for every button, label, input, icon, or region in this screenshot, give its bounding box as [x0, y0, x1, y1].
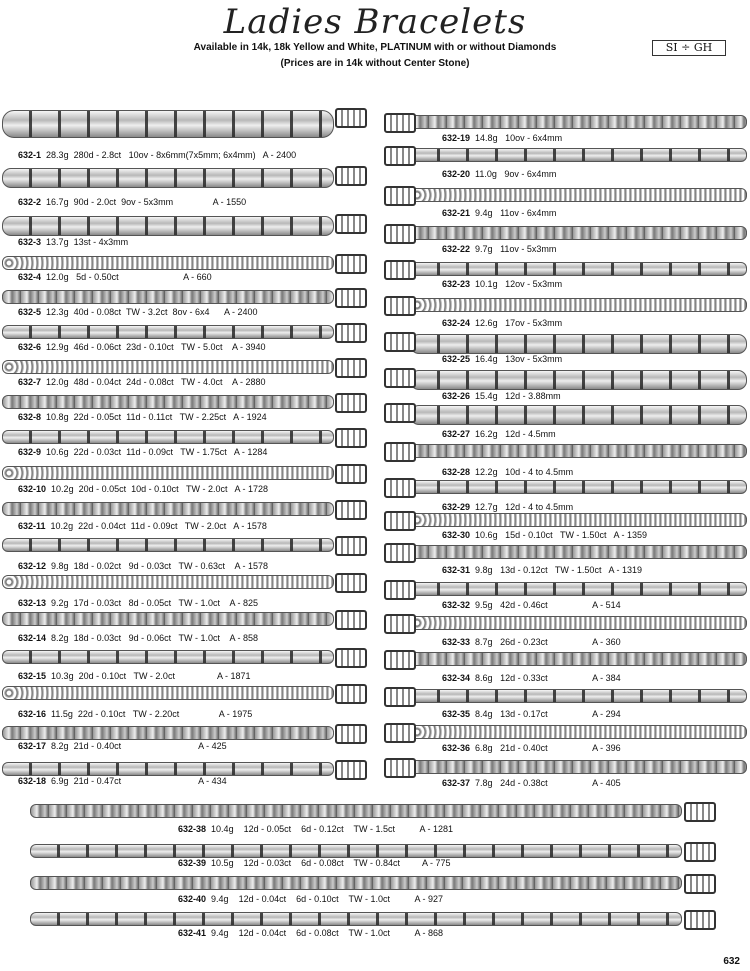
item-details: 11.0g 9ov - 6x4mm — [475, 169, 557, 179]
item-details: 12.0g 5d - 0.50ct A - 660 — [46, 272, 212, 282]
item-details: 8.4g 13d - 0.17ct A - 294 — [475, 709, 621, 719]
item-details: 11.5g 22d - 0.10ct TW - 2.20ct A - 1975 — [51, 709, 253, 719]
item-details: 28.3g 280d - 2.8ct 10ov - 8x6mm(7x5mm; 6x4mm) A - 2400 — [46, 150, 297, 160]
bracelet-image — [2, 686, 334, 700]
bracelet-image — [410, 405, 747, 425]
item-number: 632-28 — [442, 467, 471, 477]
item-details: 12.7g 12d - 4 to 4.5mm — [475, 502, 574, 512]
bracelet-image — [2, 466, 334, 480]
clasp-image — [684, 842, 716, 862]
item-details: 10.1g 12ov - 5x3mm — [475, 279, 563, 289]
bracelet-spec — [18, 412, 267, 423]
item-details: 12.9g 46d - 0.06ct 23d - 0.10ct TW - 5.0ct A - 3940 — [46, 342, 266, 352]
item-number: 632-4 — [18, 272, 42, 282]
clasp-image — [384, 146, 416, 166]
item-number: 632-37 — [442, 778, 471, 788]
item-number: 632-29 — [442, 502, 471, 512]
item-number: 632-15 — [18, 671, 47, 681]
bracelet-image — [410, 298, 747, 312]
item-details: 9.5g 42d - 0.46ct A - 514 — [475, 600, 621, 610]
item-details: 10.2g 20d - 0.05ct 10d - 0.10ct TW - 2.0ct A - 1728 — [51, 484, 269, 494]
bracelet-image — [410, 760, 747, 774]
bracelet-image — [2, 325, 334, 339]
clasp-image — [684, 910, 716, 930]
clasp-image — [335, 536, 367, 556]
clasp-image — [335, 166, 367, 186]
bracelet-image — [410, 652, 747, 666]
bracelet-image — [2, 726, 334, 740]
item-details: 10.5g 12d - 0.03ct 6d - 0.08ct TW - 0.84ct A - 775 — [211, 858, 451, 868]
bracelet-spec — [178, 824, 453, 835]
bracelet-spec — [442, 244, 556, 255]
item-number: 632-22 — [442, 244, 471, 254]
item-details: 6.8g 21d - 0.40ct A - 396 — [475, 743, 621, 753]
item-number: 632-32 — [442, 600, 471, 610]
bracelet-spec — [18, 709, 252, 720]
clasp-image — [384, 186, 416, 206]
item-number: 632-27 — [442, 429, 471, 439]
bracelet-image — [30, 876, 682, 890]
item-details: 12.3g 40d - 0.08ct TW - 3.2ct 8ov - 6x4 A - 2400 — [46, 307, 258, 317]
bracelet-spec — [442, 133, 562, 144]
bracelet-image — [2, 575, 334, 589]
bracelet-image — [410, 334, 747, 354]
item-details: 13.7g 13st - 4x3mm — [46, 237, 129, 247]
item-details: 12.6g 17ov - 5x3mm — [475, 318, 563, 328]
item-details: 14.8g 10ov - 6x4mm — [475, 133, 563, 143]
item-details: 9.2g 17d - 0.03ct 8d - 0.05ct TW - 1.0ct A - 825 — [51, 598, 258, 608]
bracelet-spec — [18, 776, 227, 787]
item-number: 632-21 — [442, 208, 471, 218]
clasp-image — [384, 614, 416, 634]
clasp-image — [384, 368, 416, 388]
clasp-image — [335, 108, 367, 128]
clasp-image — [384, 650, 416, 670]
bracelet-spec — [18, 447, 267, 458]
bracelet-image — [410, 262, 747, 276]
item-details: 15.4g 12d - 3.88mm — [475, 391, 561, 401]
bracelet-image — [410, 545, 747, 559]
bracelet-image — [30, 844, 682, 858]
item-details: 7.8g 24d - 0.38ct A - 405 — [475, 778, 621, 788]
item-details: 12.0g 48d - 0.04ct 24d - 0.08ct TW - 4.0ct A - 2880 — [46, 377, 266, 387]
item-number: 632-11 — [18, 521, 46, 531]
bracelet-image — [30, 804, 682, 818]
clasp-image — [384, 113, 416, 133]
item-number: 632-41 — [178, 928, 207, 938]
bracelet-image — [2, 290, 334, 304]
item-details: 6.9g 21d - 0.47ct A - 434 — [51, 776, 227, 786]
item-number: 632-19 — [442, 133, 471, 143]
bracelet-spec — [442, 743, 621, 754]
item-details: 10.6g 22d - 0.03ct 11d - 0.09ct TW - 1.75ct A - 1284 — [46, 447, 268, 457]
clasp-image — [384, 580, 416, 600]
item-number: 632-23 — [442, 279, 471, 289]
page-number: 632 — [723, 956, 740, 967]
clasp-image — [335, 573, 367, 593]
bracelet-image — [30, 912, 682, 926]
price-note: (Prices are in 14k without Center Stone) — [280, 58, 470, 69]
bracelet-spec — [442, 279, 562, 290]
page-title: Ladies Bracelets — [223, 2, 527, 42]
bracelet-spec — [18, 150, 296, 161]
bracelet-spec — [178, 894, 443, 905]
clasp-image — [384, 723, 416, 743]
item-number: 632-13 — [18, 598, 47, 608]
bracelet-spec — [18, 598, 258, 609]
item-number: 632-33 — [442, 637, 471, 647]
item-number: 632-16 — [18, 709, 47, 719]
item-details: 10.4g 12d - 0.05ct 6d - 0.12ct TW - 1.5ct A - 1281 — [211, 824, 454, 834]
item-number: 632-39 — [178, 858, 207, 868]
item-number: 632-17 — [18, 741, 47, 751]
bracelet-image — [410, 226, 747, 240]
bracelet-spec — [18, 197, 246, 208]
item-number: 632-7 — [18, 377, 42, 387]
bracelet-image — [2, 538, 334, 552]
item-number: 632-18 — [18, 776, 47, 786]
bracelet-image — [2, 650, 334, 664]
bracelet-image — [2, 360, 334, 374]
bracelet-spec — [442, 530, 647, 541]
bracelet-spec — [442, 467, 573, 478]
clasp-image — [335, 760, 367, 780]
item-details: 16.4g 13ov - 5x3mm — [475, 354, 563, 364]
bracelet-spec — [18, 377, 266, 388]
bracelet-spec — [442, 354, 562, 365]
clasp-image — [335, 724, 367, 744]
item-details: 9.4g 12d - 0.04ct 6d - 0.08ct TW - 1.0ct A - 868 — [211, 928, 443, 938]
bracelet-image — [410, 616, 747, 630]
bracelet-spec — [442, 429, 556, 440]
item-details: 9.8g 13d - 0.12ct TW - 1.50ct A - 1319 — [475, 565, 642, 575]
bracelet-image — [410, 725, 747, 739]
item-number: 632-9 — [18, 447, 42, 457]
item-number: 632-26 — [442, 391, 471, 401]
bracelet-spec — [18, 237, 128, 248]
item-details: 8.2g 21d - 0.40ct A - 425 — [51, 741, 227, 751]
clasp-image — [335, 358, 367, 378]
bracelet-image — [410, 513, 747, 527]
clasp-image — [384, 260, 416, 280]
clasp-image — [384, 224, 416, 244]
item-number: 632-3 — [18, 237, 42, 247]
bracelet-spec — [442, 673, 621, 684]
item-details: 9.4g 11ov - 6x4mm — [475, 208, 557, 218]
item-details: 10.8g 22d - 0.05ct 11d - 0.11ct TW - 2.25ct A - 1924 — [46, 412, 267, 422]
bracelet-image — [410, 689, 747, 703]
bracelet-image — [410, 582, 747, 596]
bracelet-image — [2, 216, 334, 236]
bracelet-spec — [18, 741, 227, 752]
bracelet-image — [2, 395, 334, 409]
clasp-image — [384, 687, 416, 707]
bracelet-image — [410, 115, 747, 129]
bracelet-spec — [18, 307, 258, 318]
bracelet-spec — [442, 709, 621, 720]
item-number: 632-24 — [442, 318, 471, 328]
clasp-image — [384, 296, 416, 316]
bracelet-spec — [18, 272, 212, 283]
item-number: 632-8 — [18, 412, 42, 422]
clasp-image — [335, 610, 367, 630]
bracelet-spec — [442, 318, 562, 329]
clasp-image — [684, 874, 716, 894]
item-number: 632-14 — [18, 633, 47, 643]
clasp-image — [335, 500, 367, 520]
bracelet-image — [2, 110, 334, 138]
clasp-image — [684, 802, 716, 822]
item-details: 9.4g 12d - 0.04ct 6d - 0.10ct TW - 1.0ct A - 927 — [211, 894, 443, 904]
item-number: 632-20 — [442, 169, 471, 179]
item-number: 632-36 — [442, 743, 471, 753]
item-number: 632-25 — [442, 354, 471, 364]
clasp-image — [335, 428, 367, 448]
item-number: 632-5 — [18, 307, 42, 317]
clasp-image — [384, 442, 416, 462]
clasp-image — [335, 254, 367, 274]
bracelet-spec — [442, 637, 621, 648]
clasp-image — [335, 323, 367, 343]
clasp-image — [335, 648, 367, 668]
clasp-image — [335, 393, 367, 413]
item-number: 632-1 — [18, 150, 42, 160]
bracelet-image — [2, 168, 334, 188]
item-number: 632-30 — [442, 530, 471, 540]
bracelet-spec — [18, 521, 267, 532]
availability-subtitle: Available in 14k, 18k Yellow and White, PLATINUM with or without Diamonds — [193, 42, 557, 53]
clasp-image — [384, 403, 416, 423]
bracelet-image — [410, 148, 747, 162]
item-number: 632-35 — [442, 709, 471, 719]
item-details: 8.2g 18d - 0.03ct 9d - 0.06ct TW - 1.0ct A - 858 — [51, 633, 258, 643]
item-details: 10.2g 22d - 0.04ct 11d - 0.09ct TW - 2.0ct A - 1578 — [50, 521, 267, 531]
clasp-image — [335, 684, 367, 704]
item-details: 16.2g 12d - 4.5mm — [475, 429, 556, 439]
clasp-image — [384, 511, 416, 531]
bracelet-spec — [18, 633, 258, 644]
quality-badge: SI ÷ GH — [652, 40, 726, 56]
bracelet-spec — [442, 600, 621, 611]
item-number: 632-2 — [18, 197, 42, 207]
clasp-image — [335, 288, 367, 308]
bracelet-spec — [442, 391, 561, 402]
item-number: 632-40 — [178, 894, 207, 904]
item-number: 632-31 — [442, 565, 471, 575]
bracelet-image — [2, 762, 334, 776]
clasp-image — [384, 758, 416, 778]
item-number: 632-34 — [442, 673, 471, 683]
item-details: 16.7g 90d - 2.0ct 9ov - 5x3mm A - 1550 — [46, 197, 247, 207]
clasp-image — [335, 214, 367, 234]
bracelet-spec — [442, 565, 642, 576]
bracelet-spec — [442, 778, 621, 789]
clasp-image — [335, 464, 367, 484]
item-details: 8.7g 26d - 0.23ct A - 360 — [475, 637, 621, 647]
item-details: 9.7g 11ov - 5x3mm — [475, 244, 557, 254]
bracelet-image — [2, 256, 334, 270]
bracelet-spec — [18, 342, 266, 353]
clasp-image — [384, 543, 416, 563]
bracelet-spec — [178, 928, 443, 939]
bracelet-image — [2, 502, 334, 516]
bracelet-spec — [18, 671, 250, 682]
bracelet-spec — [178, 858, 451, 869]
item-details: 12.2g 10d - 4 to 4.5mm — [475, 467, 574, 477]
item-details: 10.6g 15d - 0.10ct TW - 1.50ct A - 1359 — [475, 530, 647, 540]
bracelet-image — [2, 430, 334, 444]
bracelet-spec — [442, 208, 556, 219]
item-details: 8.6g 12d - 0.33ct A - 384 — [475, 673, 621, 683]
item-details: 10.3g 20d - 0.10ct TW - 2.0ct A - 1871 — [51, 671, 251, 681]
bracelet-spec — [442, 502, 573, 513]
clasp-image — [384, 332, 416, 352]
bracelet-image — [410, 480, 747, 494]
bracelet-image — [410, 188, 747, 202]
bracelet-image — [410, 444, 747, 458]
clasp-image — [384, 478, 416, 498]
item-number: 632-12 — [18, 561, 47, 571]
bracelet-image — [410, 370, 747, 390]
bracelet-spec — [18, 561, 268, 572]
bracelet-image — [2, 612, 334, 626]
item-number: 632-38 — [178, 824, 207, 834]
bracelet-spec — [18, 484, 268, 495]
item-number: 632-10 — [18, 484, 47, 494]
bracelet-spec — [442, 169, 556, 180]
item-details: 9.8g 18d - 0.02ct 9d - 0.03ct TW - 0.63ct A - 1578 — [51, 561, 269, 571]
item-number: 632-6 — [18, 342, 42, 352]
